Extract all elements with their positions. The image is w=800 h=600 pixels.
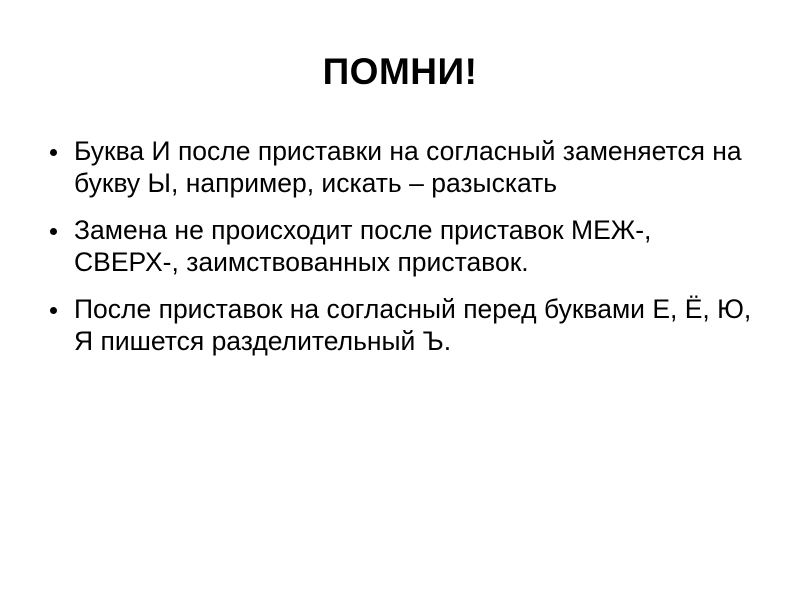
list-item-text: Замена не происходит после приставок МЕЖ-, СВЕРХ-, заимствованных приставок.: [74, 215, 652, 277]
list-item: [44, 294, 758, 357]
bullet-dot-icon: [50, 307, 57, 314]
bullet-list: [44, 136, 758, 357]
bullet-dot-icon: [50, 228, 57, 235]
list-item-text: После приставок на согласный перед буквами Е, Ё, Ю, Я пишется разделительный Ъ.: [74, 294, 752, 356]
page-title: ПОМНИ!: [322, 51, 478, 92]
list-item-text: Буква И после приставки на согласный заменяется на букву Ы, например, искать – разыскать: [74, 136, 742, 198]
list-item: [44, 136, 758, 199]
bullet-dot-icon: [50, 149, 57, 156]
list-item: [44, 215, 758, 278]
